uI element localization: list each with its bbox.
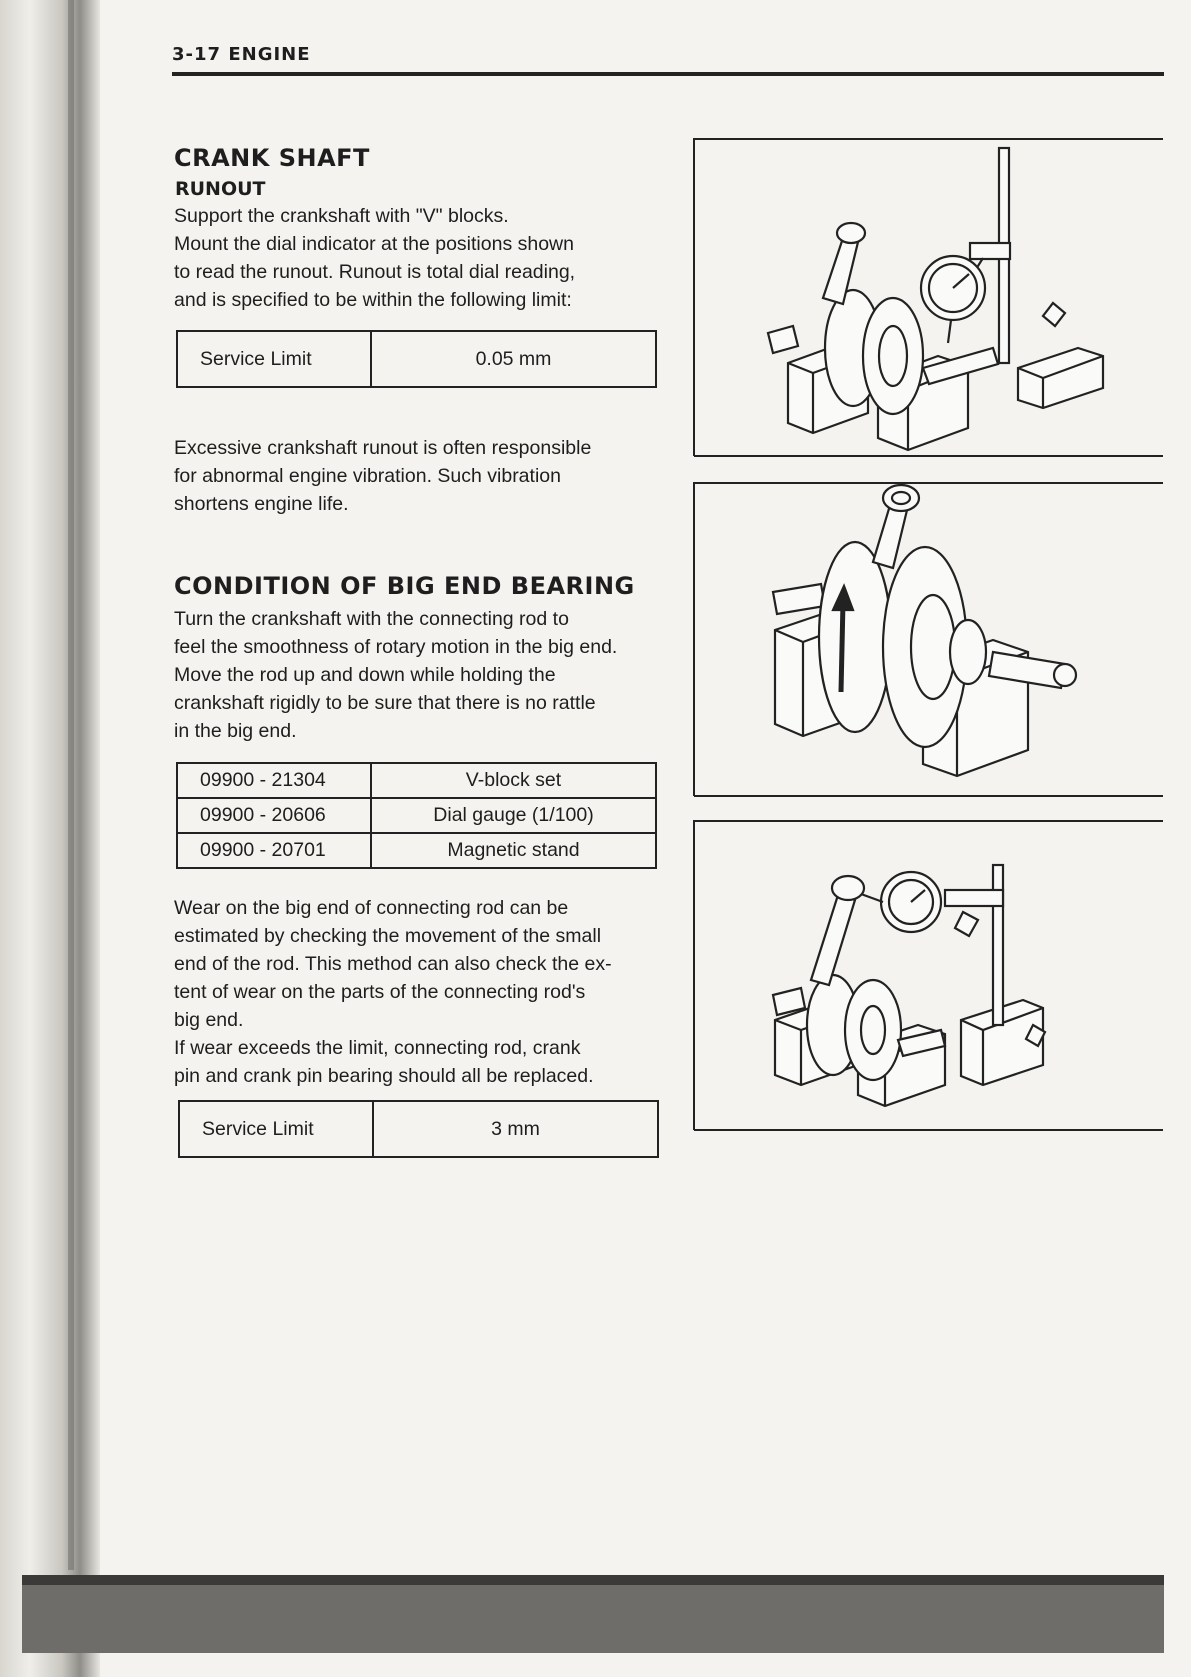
table-row	[177, 331, 656, 387]
section-name: ENGINE	[228, 44, 311, 65]
page-header	[172, 44, 311, 65]
text-line: crankshaft rigidly to be sure that there is no rattle	[174, 692, 596, 714]
figure-runout-measurement	[693, 138, 1164, 458]
table-row	[177, 833, 656, 868]
table-row	[177, 798, 656, 833]
text-line: big end.	[174, 1009, 244, 1031]
page-number: 3-17	[172, 44, 222, 65]
tool-part-number: 09900 - 20606	[177, 798, 371, 833]
text-line: feel the smoothness of rotary motion in the big end.	[174, 636, 618, 658]
text-line: Support the crankshaft with "V" blocks.	[174, 205, 509, 227]
scan-bottom-edge	[22, 1575, 1164, 1585]
limit-label: Service Limit	[177, 331, 371, 387]
big-end-intro-paragraph	[174, 605, 657, 745]
figure-small-end-movement	[693, 820, 1164, 1132]
text-line: to read the runout. Runout is total dial reading,	[174, 261, 576, 283]
text-line: end of the rod. This method can also check the ex-	[174, 953, 612, 975]
text-line: Turn the crankshaft with the connecting rod to	[174, 608, 569, 630]
figure-big-end-rotation	[693, 482, 1164, 798]
runout-service-limit-table	[176, 330, 657, 388]
book-spine-shadow	[0, 0, 100, 1677]
tool-part-number: 09900 - 21304	[177, 763, 371, 798]
tool-part-number: 09900 - 20701	[177, 833, 371, 868]
text-line: Move the rod up and down while holding the	[174, 664, 556, 686]
header-rule	[172, 72, 1164, 76]
tool-name: Dial gauge (1/100)	[371, 798, 656, 833]
text-line: tent of wear on the parts of the connecting rod's	[174, 981, 586, 1003]
tool-name: V-block set	[371, 763, 656, 798]
small-end-movement-illustration	[693, 820, 1164, 1132]
wear-paragraph	[174, 894, 657, 1090]
limit-value: 3 mm	[373, 1101, 658, 1157]
text-line: in the big end.	[174, 720, 297, 742]
text-line: estimated by checking the movement of the small	[174, 925, 602, 947]
text-line: for abnormal engine vibration. Such vibration	[174, 465, 561, 487]
wear-service-limit-table	[178, 1100, 659, 1158]
runout-note-paragraph	[174, 434, 657, 518]
text-line: If wear exceeds the limit, connecting rod, crank	[174, 1037, 581, 1059]
limit-value: 0.05 mm	[371, 331, 656, 387]
text-line: Wear on the big end of connecting rod can be	[174, 897, 569, 919]
big-end-heading: CONDITION OF BIG END BEARING	[174, 572, 635, 600]
book-gutter-line	[68, 0, 74, 1570]
table-row	[177, 763, 656, 798]
table-row	[179, 1101, 658, 1157]
special-tools-table	[176, 762, 657, 869]
tool-name: Magnetic stand	[371, 833, 656, 868]
text-line: Excessive crankshaft runout is often responsible	[174, 437, 592, 459]
scan-bottom-border	[22, 1575, 1164, 1653]
text-line: shortens engine life.	[174, 493, 349, 515]
text-line: pin and crank pin bearing should all be replaced.	[174, 1065, 594, 1087]
limit-label: Service Limit	[179, 1101, 373, 1157]
crankshaft-heading: CRANK SHAFT	[174, 144, 370, 172]
runout-illustration	[693, 138, 1164, 458]
text-line: Mount the dial indicator at the positions shown	[174, 233, 574, 255]
runout-intro-paragraph	[174, 202, 657, 314]
runout-subheading: RUNOUT	[175, 178, 266, 200]
big-end-rotation-illustration	[693, 482, 1164, 798]
text-line: and is specified to be within the following limit:	[174, 289, 572, 311]
